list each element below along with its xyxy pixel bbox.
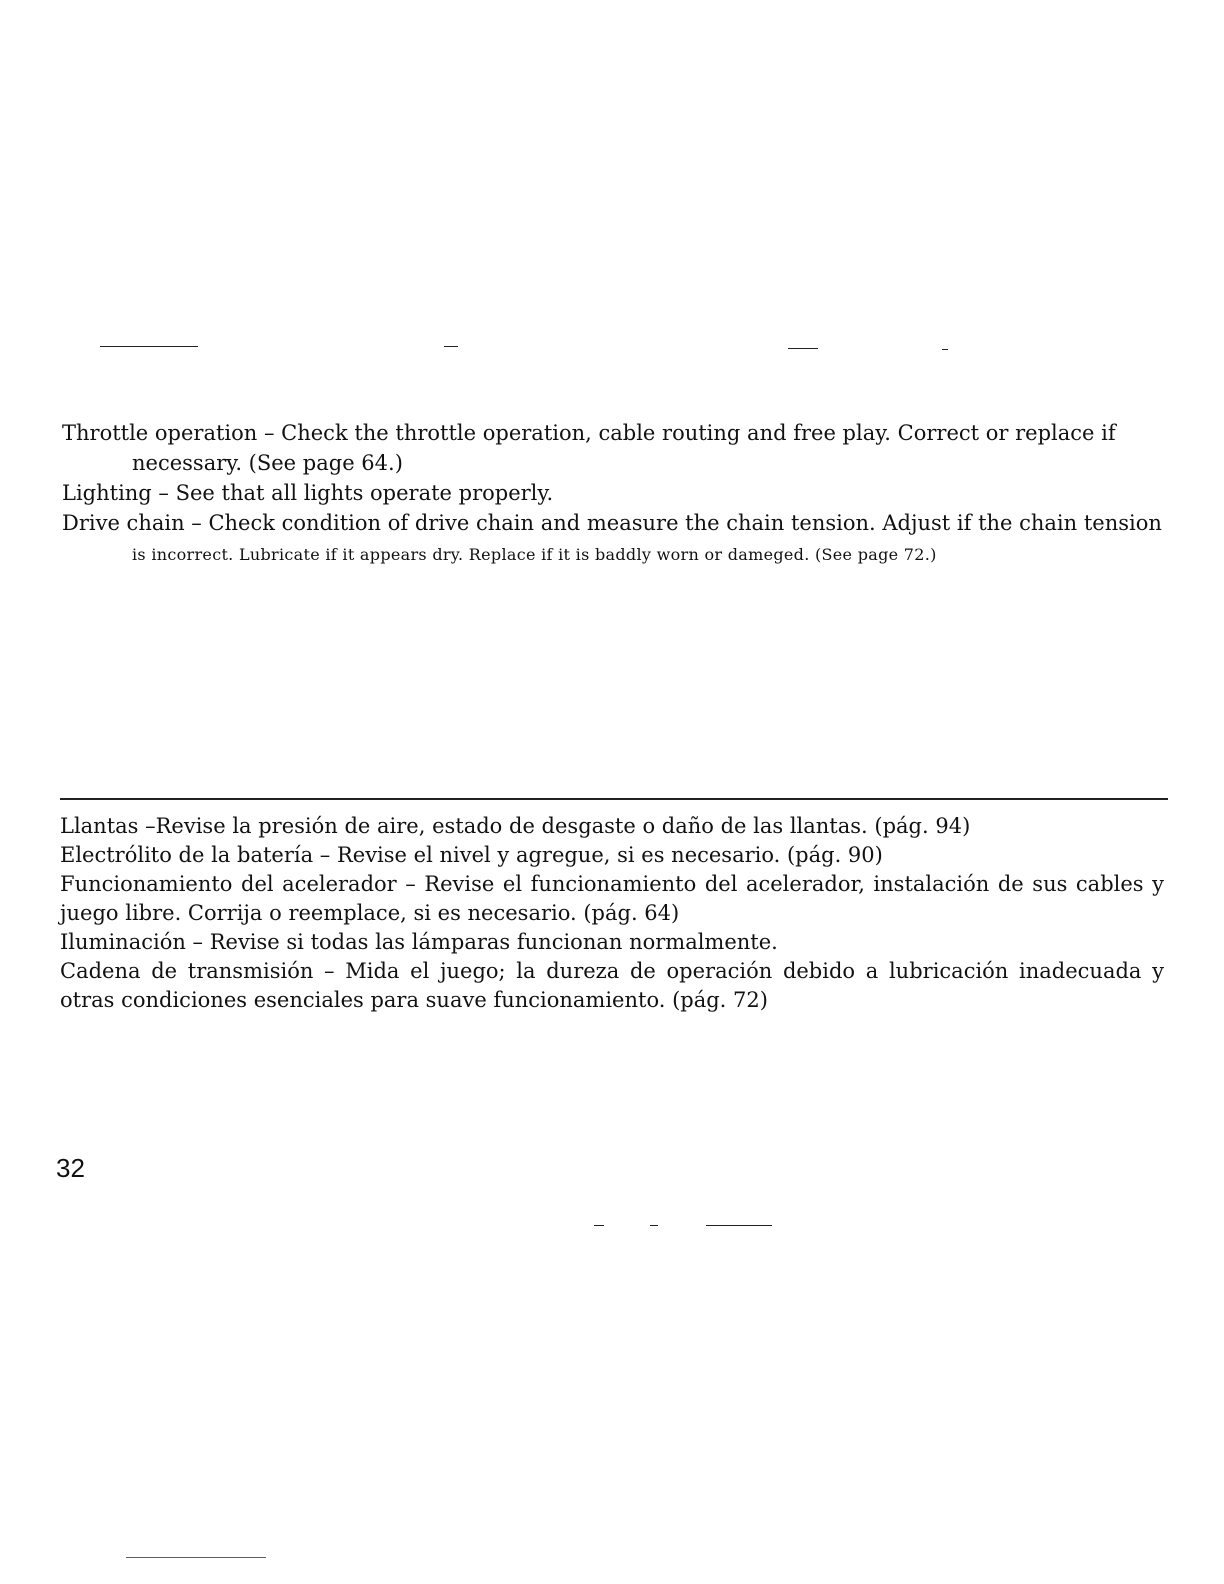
english-item-throttle-line2: necessary. (See page 64.) <box>132 451 403 475</box>
spanish-item-electrolito: Electrólito de la batería – Revise el nivel y agregue, si es necesario. (pág. 90) <box>60 843 883 867</box>
english-item-lighting <box>62 478 1162 508</box>
spanish-item-cadena: Cadena de transmisión – Mida el juego; la dureza de operación debido a lubricación inadecuada y otras condiciones esenciales para suave funcionamiento. (pág. 72) <box>60 959 1164 1012</box>
english-item-drive-chain <box>62 508 1162 570</box>
top-rule-mid <box>444 346 458 347</box>
bottom-rule-dash1 <box>594 1225 604 1226</box>
english-item-drive-chain-line2: is incorrect. Lubricate if it appears dry. Replace if it is baddly worn or dameged. (See page 72.) <box>132 545 937 564</box>
bottom-blue-rule <box>126 1557 266 1558</box>
page-number: 32 <box>56 1153 85 1183</box>
english-item-drive-chain-line1: Drive chain – Check condition of drive chain and measure the chain tension. Adjust if the chain tension <box>62 511 1162 535</box>
top-rule-right <box>788 348 818 349</box>
english-item-throttle <box>62 418 1162 478</box>
bottom-rule-dash2 <box>650 1225 658 1226</box>
top-rule-left <box>100 346 198 347</box>
spanish-item-iluminacion: Iluminación – Revise si todas las lámparas funcionan normalmente. <box>60 930 778 954</box>
english-item-throttle-line1: Throttle operation – Check the throttle operation, cable routing and free play. Correct or replace if <box>62 421 1116 445</box>
spanish-item-acelerador: Funcionamiento del acelerador – Revise el funcionamiento del acelerador, instalación de sus cables y juego libre. Corrija o reemplace, si es necesario. (pág. 64) <box>60 872 1164 925</box>
section-divider <box>60 798 1168 800</box>
spanish-item-llantas: Llantas –Revise la presión de aire, estado de desgaste o daño de las llantas. (pág. 94) <box>60 814 971 838</box>
english-item-lighting-line1: Lighting – See that all lights operate properly. <box>62 481 554 505</box>
english-section <box>62 418 1162 570</box>
bottom-rule-main <box>706 1225 772 1226</box>
top-rule-dot <box>942 349 948 350</box>
spanish-section <box>60 812 1164 1015</box>
